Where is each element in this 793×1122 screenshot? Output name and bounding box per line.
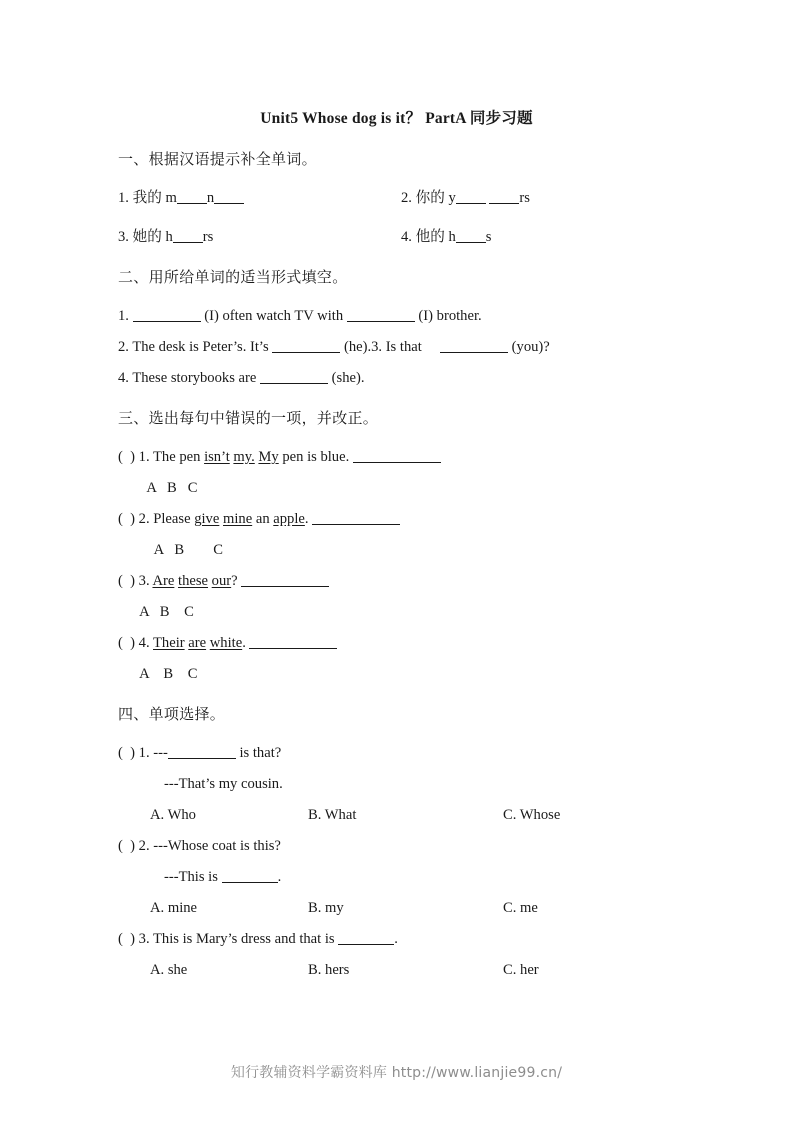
correction-blank[interactable] — [312, 511, 400, 525]
section-2-item-4 — [118, 363, 678, 394]
blank-line[interactable] — [168, 745, 236, 759]
item-letter-mid: n — [206, 190, 215, 206]
blank-line[interactable] — [456, 229, 486, 243]
item-text: . — [394, 931, 398, 947]
blank-line[interactable] — [272, 339, 340, 353]
underlined-choice-a: Their — [153, 635, 185, 651]
section-2-heading: 二、用所给单词的适当形式填空。 — [118, 270, 348, 286]
option-a[interactable]: A. mine — [150, 900, 198, 916]
option-a[interactable]: A. she — [150, 962, 188, 978]
option-b[interactable]: B. What — [308, 807, 357, 823]
section-3-heading: 三、选出每句中错误的一项，并改正。 — [118, 411, 379, 427]
item-tail: ? — [231, 573, 242, 589]
item-lead: ( ) 4. — [118, 635, 153, 651]
section-4-item-1-options — [118, 800, 678, 831]
underlined-choice-b: mine — [223, 511, 253, 527]
item-letter-pre: y — [448, 190, 456, 206]
underlined-choice-a: give — [194, 511, 220, 527]
item-number: 1. — [118, 308, 133, 324]
blank-line[interactable] — [173, 229, 203, 243]
underlined-choice-b: are — [188, 635, 207, 651]
item-chinese: 你的 — [415, 190, 445, 206]
spacer: an — [252, 511, 274, 527]
section-1-row-2 — [118, 222, 678, 253]
item-text: (she). — [328, 370, 365, 386]
section-3-item-2-abc: A B C — [118, 542, 224, 558]
section-3-item-2 — [118, 504, 678, 535]
section-2-item-2 — [118, 332, 678, 363]
item-text: 4. These storybooks are — [118, 370, 260, 386]
blank-line[interactable] — [260, 370, 328, 384]
blank-line[interactable] — [456, 190, 486, 204]
section-3-item-3 — [118, 566, 678, 597]
correction-blank[interactable] — [353, 449, 441, 463]
item-text: is that? — [235, 745, 282, 761]
site-watermark: 知行教辅资料学霸资料库 http://www.lianjie99.cn/ — [230, 1065, 563, 1081]
item-letter-post: rs — [519, 190, 530, 206]
option-b[interactable]: B. my — [308, 900, 344, 916]
blank-line[interactable] — [222, 869, 278, 883]
item-text: ---This is — [164, 869, 222, 885]
item-text: . — [277, 869, 282, 885]
correction-blank[interactable] — [241, 573, 329, 587]
section-4-item-2-stem: ( ) 2. ---Whose coat is this? — [118, 838, 281, 854]
section-4-item-1-stem — [118, 738, 678, 769]
blank-line[interactable] — [338, 931, 394, 945]
fill-item-2 — [401, 183, 678, 214]
blank-line[interactable] — [347, 308, 415, 322]
item-letter-post: s — [485, 229, 492, 245]
section-1-heading: 一、根据汉语提示补全单词。 — [118, 152, 317, 168]
section-1-row-1 — [118, 183, 678, 214]
option-c[interactable]: C. her — [503, 962, 539, 978]
section-3-item-4 — [118, 628, 678, 659]
option-a[interactable]: A. Who — [150, 807, 196, 823]
item-tail: . — [304, 511, 313, 527]
section-4-heading: 四、单项选择。 — [118, 707, 226, 723]
item-letter-post: rs — [202, 229, 214, 245]
section-4-item-1-answer: ---That’s my cousin. — [164, 776, 283, 792]
option-c[interactable]: C. Whose — [503, 807, 561, 823]
item-tail: . — [242, 635, 250, 651]
item-text: (I) brother. — [414, 308, 482, 324]
item-lead: ( ) 1. The pen — [118, 449, 205, 465]
item-number: 4. — [401, 229, 416, 245]
blank-line[interactable] — [133, 308, 201, 322]
underlined-choice-b: my. — [233, 449, 255, 465]
option-b[interactable]: B. hers — [308, 962, 350, 978]
fill-item-4 — [401, 222, 678, 253]
fill-item-1 — [118, 183, 401, 214]
underlined-choice-b: these — [178, 573, 209, 589]
correction-blank[interactable] — [249, 635, 337, 649]
option-c[interactable]: C. me — [503, 900, 538, 916]
section-3-item-1-abc: A B C — [118, 480, 198, 496]
worksheet-body — [118, 148, 678, 986]
section-3-item-4-abc: A B C — [118, 666, 198, 682]
item-letter-pre: h — [448, 229, 456, 245]
item-chinese: 我的 — [132, 190, 162, 206]
section-4-item-3-stem — [118, 924, 678, 955]
page-title: Unit5 Whose dog is it？ PartA 同步习题 — [260, 110, 533, 127]
underlined-choice-a: Are — [152, 573, 175, 589]
item-number: 1. — [118, 190, 133, 206]
item-text: 2. The desk is Peter’s. It’s — [118, 339, 273, 355]
underlined-choice-c: apple — [273, 511, 305, 527]
item-lead: ( ) 3. This is Mary’s dress and that is — [118, 931, 339, 947]
item-lead: ( ) 2. Please — [118, 511, 195, 527]
item-text: (you)? — [508, 339, 550, 355]
section-2-item-1 — [118, 301, 678, 332]
fill-item-3 — [118, 222, 401, 253]
item-lead: ( ) 3. — [118, 573, 153, 589]
underlined-choice-c: our — [211, 573, 232, 589]
item-text: (he).3. Is that — [340, 339, 441, 355]
section-4-item-2-answer — [118, 862, 678, 893]
blank-line[interactable] — [177, 190, 207, 204]
section-4-item-2-options — [118, 893, 678, 924]
blank-line[interactable] — [214, 190, 244, 204]
item-letter-pre: h — [165, 229, 173, 245]
item-chinese: 她的 — [132, 229, 162, 245]
item-number: 2. — [401, 190, 416, 206]
item-letter-pre: m — [165, 190, 177, 206]
section-4-item-3-options — [118, 955, 678, 986]
item-chinese: 他的 — [415, 229, 445, 245]
section-3-item-3-abc: A B C — [118, 604, 194, 620]
underlined-choice-c: My — [258, 449, 279, 465]
item-text: (I) often watch TV with — [200, 308, 347, 324]
item-tail: pen is blue. — [278, 449, 353, 465]
item-lead: ( ) 1. --- — [118, 745, 168, 761]
blank-line[interactable] — [489, 190, 519, 204]
underlined-choice-a: isn’t — [204, 449, 230, 465]
underlined-choice-c: white — [209, 635, 243, 651]
blank-line[interactable] — [440, 339, 508, 353]
section-3-item-1 — [118, 442, 678, 473]
item-number: 3. — [118, 229, 133, 245]
